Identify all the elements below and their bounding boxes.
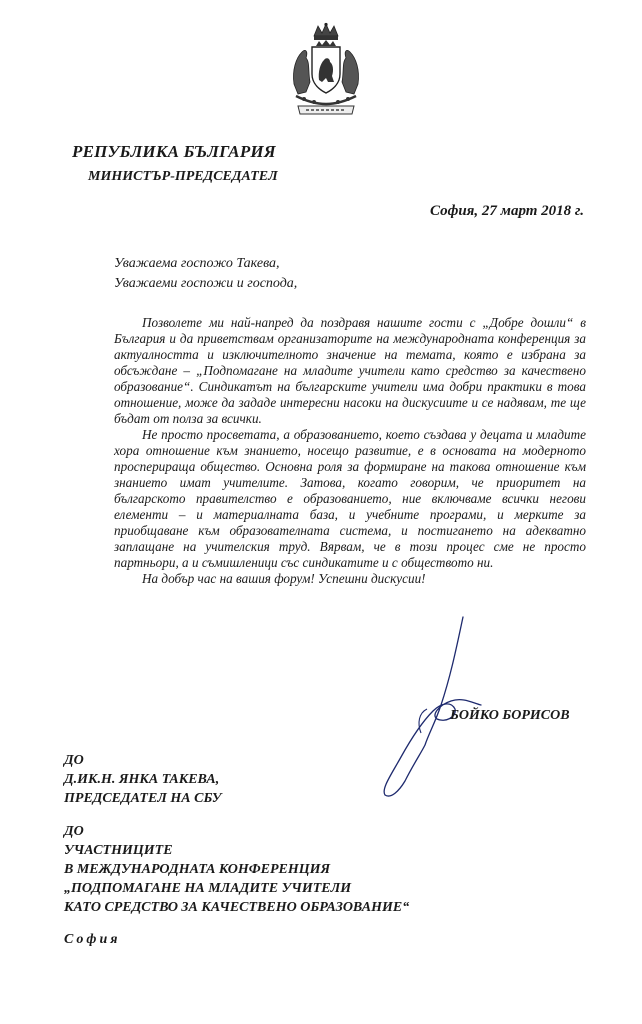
- body-paragraph-1: Позволете ми най-напред да поздравя нашите гости с „Добре дошли“ в България и да приветствам организаторите на международната конференция за актуалността и изключителното значение на темата, която е избрана за обсъждане – „Подпомагане на младите учители като средство за качествено образование“. Синдикатът на българските учители има добри практики в това отношение, може да зададе интересни насоки на дискусиите и се надявам, те ще бъдат от полза за всички.: [114, 315, 586, 426]
- salutation: [114, 254, 297, 294]
- addressee-block-2: [64, 822, 409, 917]
- letterhead: [72, 142, 278, 185]
- body-paragraph-3: На добър час на вашия форум! Успешни дискусии!: [142, 571, 426, 586]
- letter-date: София, 27 март 2018 г.: [430, 203, 584, 219]
- signer-name: БОЙКО БОРИСОВ: [450, 708, 570, 723]
- addressee-1-name: Д.ИК.Н. ЯНКА ТАКЕВА,: [64, 772, 220, 787]
- addressee-1-title: ПРЕДСЕДАТЕЛ НА СБУ: [64, 791, 222, 806]
- salutation-line-2: Уважаеми госпожи и господа,: [114, 276, 298, 291]
- addressee-2-line-1: УЧАСТНИЦИТЕ: [64, 843, 173, 858]
- addressee-2-line-4: КАТО СРЕДСТВО ЗА КАЧЕСТВЕНО ОБРАЗОВАНИЕ“: [64, 900, 410, 915]
- office-heading: МИНИСТЪР-ПРЕДСЕДАТЕЛ: [88, 169, 278, 184]
- addressee-2-to: ДО: [64, 824, 84, 839]
- place-name: София: [64, 932, 121, 947]
- country-heading: РЕПУБЛИКА БЪЛГАРИЯ: [72, 142, 276, 161]
- letter-body: [114, 315, 586, 587]
- addressee-1-to: ДО: [64, 753, 84, 768]
- body-paragraph-2: Не просто просветата, а образованието, което създава у децата и младите хора отношение към знанието, носещо развитие, е в основата на модерното просперираща общество. Основна роля за формиране на такова отношение към знанието имат учителите. Затова, когато говорим, че приоритет на българското правителство е образованието, ние включваме всички негови елементи – и материалната база, и учебните програми, и мерките за приобщаване към образователната система, и постигането на адекватно заплащане на учителския труд. Вярвам, че в този процес сме не просто партньори, а и съмишленици със синдикатите и с обществото ни.: [114, 427, 586, 570]
- salutation-line-1: Уважаема госпожо Такева,: [114, 256, 280, 271]
- addressee-2-line-3: „ПОДПОМАГАНЕ НА МЛАДИТЕ УЧИТЕЛИ: [64, 881, 352, 896]
- addressee-block-1: [64, 751, 222, 808]
- bulgaria-coat-of-arms-icon: [288, 22, 364, 116]
- addressee-2-line-2: В МЕЖДУНАРОДНАТА КОНФЕРЕНЦИЯ: [64, 862, 331, 877]
- handwritten-signature: [355, 605, 495, 805]
